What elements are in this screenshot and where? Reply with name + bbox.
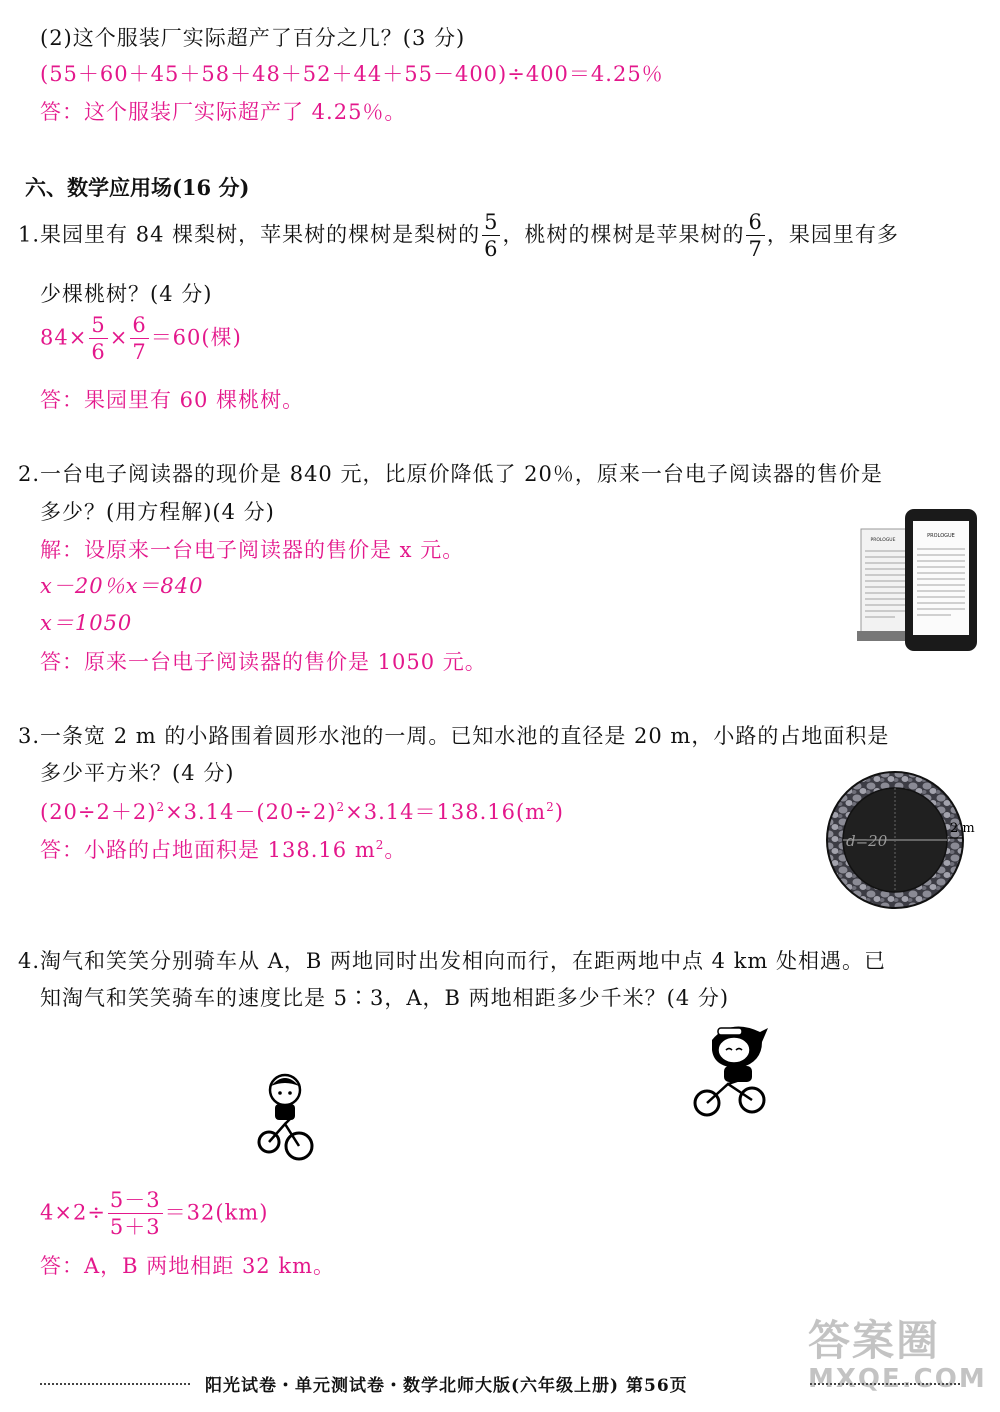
pool-figure	[810, 770, 985, 910]
footer-text: 阳光试卷・单元测试卷・数学北师大版(六年级上册) 第56页	[205, 1376, 688, 1396]
section-title: 六、数学应用场(16 分)	[25, 175, 250, 200]
problem-1-line1	[18, 212, 899, 260]
watermark-logo: 答案圈 MXQE.COM	[808, 1316, 987, 1394]
fraction-5-6: $\frac{5}{6}$	[484, 210, 499, 261]
answer-2: 答：原来一台电子阅读器的售价是 1050 元。	[40, 650, 487, 674]
answer-4-calc: 4×2÷ $\frac{5-3}{5+3}$ ＝32(km)	[40, 1188, 269, 1239]
problem-4-line2: 知淘气和笑笑骑车的速度比是 5∶3，A，B 两地相距多少千米？(4 分)	[40, 986, 730, 1010]
answer-1: 答：果园里有 60 棵桃树。	[40, 388, 305, 412]
svg-text:PROLOGUE: PROLOGUE	[927, 533, 955, 539]
answer-3: 答：小路的占地面积是 138.16 $m^2$。	[40, 838, 407, 862]
problem-3-line1: 3.一条宽 2 m 的小路围着圆形水池的一周。已知水池的直径是 20 m，小路的占地面积是	[18, 724, 890, 748]
answer-1-calc: 84× $\frac{5}{6}$ × $\frac{6}{7}$ ＝60(棵)	[40, 313, 242, 364]
problem-1-line2: 少棵桃树？(4 分)	[40, 282, 213, 306]
ereader-illustration	[855, 505, 985, 655]
answer-3-calc: $(20\div 2+2)^2\times 3.14-(20\div 2)^2\times 3.14=138.16(m^2)$	[40, 800, 564, 824]
problem-1-text-b: ，桃树的棵树是苹果树的	[502, 222, 745, 247]
problem-1-text-a: 1.果园里有 84 棵梨树，苹果树的棵树是梨树的	[18, 222, 481, 247]
answer-5-2-calc: (55＋60＋45＋58＋48＋52＋44＋55－400)÷400＝4.25％	[40, 62, 664, 86]
fraction-6-7: $\frac{6}{7}$	[748, 210, 763, 261]
footer-dots-left	[40, 1383, 190, 1385]
problem-2-line2: 多少？(用方程解)(4 分)	[40, 500, 275, 524]
solution-2-setup: 解：设原来一台电子阅读器的售价是 x 元。	[40, 538, 465, 562]
cyclist-girl-illustration	[690, 1020, 775, 1120]
answer-5-2: 答：这个服装厂实际超产了 4.25％。	[40, 100, 407, 124]
answer-4: 答：A，B 两地相距 32 km。	[40, 1254, 335, 1278]
cyclist-boy-illustration	[255, 1068, 317, 1163]
solution-2-result: x＝1050	[40, 611, 133, 635]
problem-2-line1: 2.一台电子阅读器的现价是 840 元，比原价降低了 20％，原来一台电子阅读器的售价是	[18, 462, 883, 486]
problem-4-line1: 4.淘气和笑笑分别骑车从 A，B 两地同时出发相向而行，在距两地中点 4 km 处相遇。已	[18, 949, 887, 973]
svg-text:d=20: d=20	[846, 832, 888, 850]
question-5-2: (2)这个服装厂实际超产了百分之几？(3 分)	[40, 26, 466, 50]
problem-1-text-c: ，果园里有多	[766, 222, 899, 247]
problem-3-line2: 多少平方米？(4 分)	[40, 761, 235, 785]
svg-text:2 m: 2 m	[950, 821, 975, 836]
solution-2-equation: x－20％x＝840	[40, 574, 204, 598]
svg-text:PROLOGUE: PROLOGUE	[870, 538, 896, 543]
